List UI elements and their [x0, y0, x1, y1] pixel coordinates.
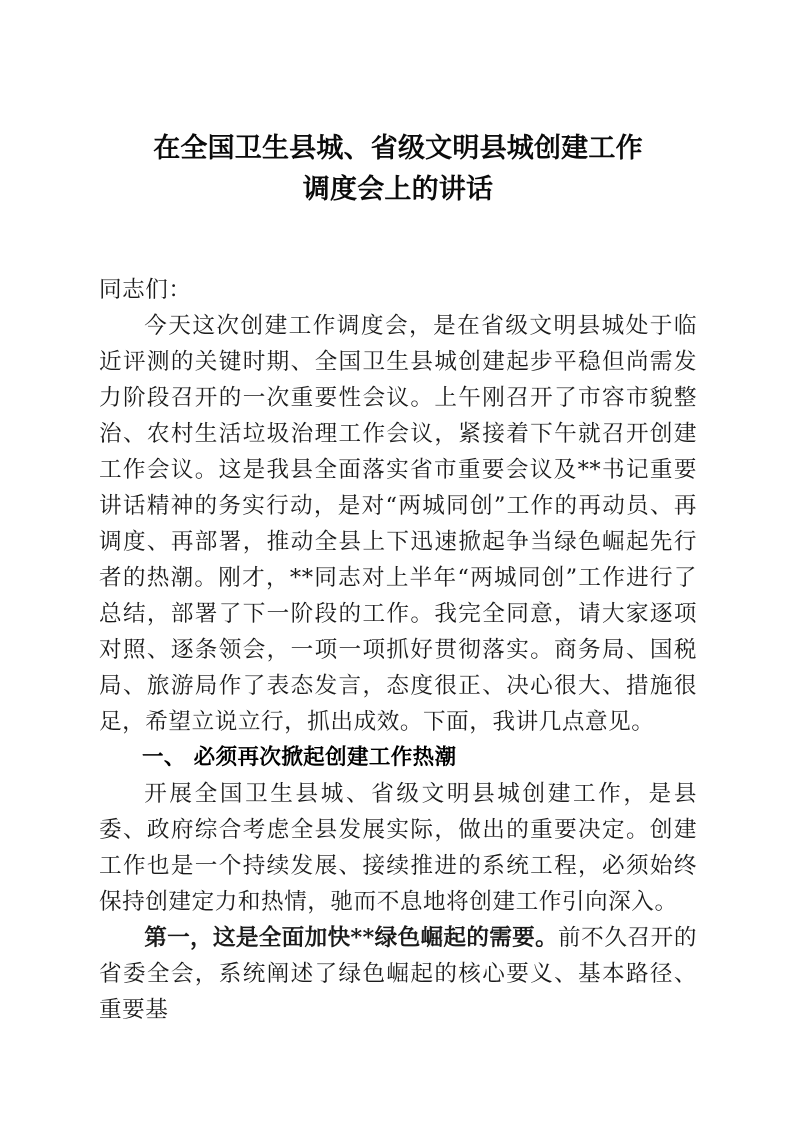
page-title-line-2: 调度会上的讲话: [302, 174, 494, 205]
document-content: [99, 0, 697, 1028]
salutation: 同志们：: [99, 277, 192, 303]
page-title-line-1: 在全国卫生县城、省级文明县城创建工作: [153, 133, 643, 164]
section-one-body: 开展全国卫生县城、省级文明县城创建工作，是县委、政府综合考虑全县发展实际，做出的重要决定。创建工作也是一个持续发展、接续推进的系统工程，必须始终保持创建定力和热情，驰而不息地将创建工作引向深入。: [99, 781, 697, 915]
point-one-lead: 第一，这是全面加快**绿色崛起的需要。: [144, 925, 559, 951]
page-title: [99, 0, 697, 210]
point-one-rest: 前不久召开的省委全会，系统阐述了绿色崛起的核心要义、基本路径、重要基: [99, 925, 697, 1023]
paragraph-opening: 今天这次创建工作调度会，是在省级文明县城处于临近评测的关键时期、全国卫生县城创建起步平稳但尚需发力阶段召开的一次重要性会议。上午刚召开了市容市貌整治、农村生活垃圾治理工作会议，紧接着下午就召开创建工作会议。这是我县全面落实省市重要会议及**书记重要讲话精神的务实行动，是对“两城同创”工作的再动员、再调度、再部署，推动全县上下迅速掀起争当绿色崛起先行者的热潮。刚才，**同志对上半年“两城同创”工作进行了总结，部署了下一阶段的工作。我完全同意，请大家逐项对照、逐条领会，一项一项抓好贯彻落实。商务局、国税局、旅游局作了表态发言，态度很正、决心很大、措施很足，希望立说立行，抓出成效。下面，我讲几点意见。: [99, 313, 697, 735]
point-one-paragraph: [99, 920, 697, 1028]
section-heading-one: 一、 必须再次掀起创建工作热潮: [142, 745, 457, 770]
document-body: [99, 272, 697, 1028]
